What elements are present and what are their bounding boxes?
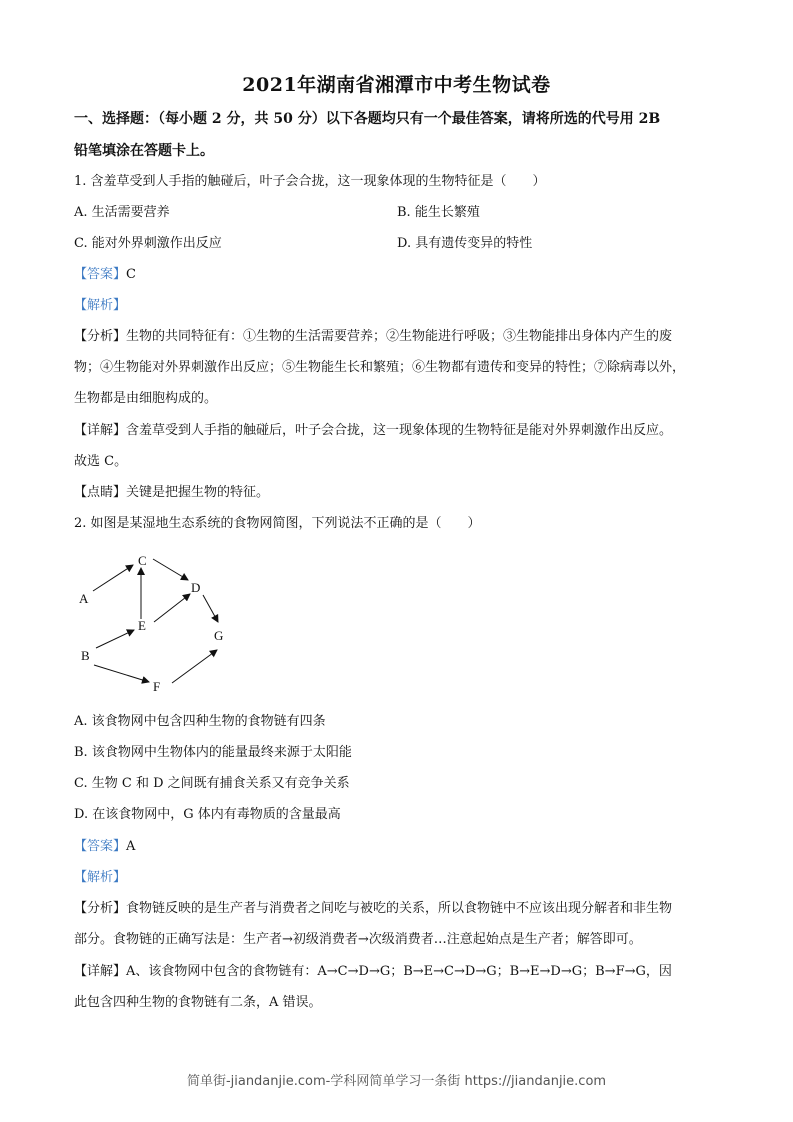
answer-label: 【答案】 — [74, 267, 127, 282]
analysis-label: 【解析】 — [74, 298, 127, 313]
q1-xiangjie-line1 — [74, 422, 672, 440]
edge-c-d — [153, 559, 188, 580]
q1-fenxi-line1 — [74, 328, 672, 346]
node-f: F — [153, 679, 161, 694]
q2-xiangjie-line2: 此包含四种生物的食物链有二条，A 错误。 — [74, 995, 322, 1010]
q1-option-c: C. 能对外界刺激作出反应 — [74, 236, 222, 251]
xiangjie-label: 【详解】 — [74, 423, 127, 438]
q2-fenxi-line2: 部分。食物链的正确写法是：生产者→初级消费者→次级消费者…注意起始点是生产者；解答即可。 — [74, 932, 642, 947]
q1-fenxi-line2: 物；④生物能对外界刺激作出反应；⑤生物能生长和繁殖；⑥生物都有遗传和变异的特性；⑦除病毒以外， — [74, 360, 686, 375]
q2-option-d: D. 在该食物网中，G 体内有毒物质的含量最高 — [74, 807, 341, 822]
q2-xiangjie-text: A、该食物网中包含的食物链有：A→C→D→G；B→E→C→D→G；B→E→D→G；B→F→G，因 — [126, 964, 672, 979]
q2-fenxi-line1 — [74, 900, 672, 918]
section-heading-line2: 铅笔填涂在答题卡上。 — [74, 143, 214, 159]
edge-e-d — [154, 594, 190, 622]
node-e: E — [138, 618, 146, 633]
q2-option-c: C. 生物 C 和 D 之间既有捕食关系又有竞争关系 — [74, 776, 350, 791]
q1-option-b: B. 能生长繁殖 — [397, 205, 480, 220]
node-g: G — [214, 628, 224, 643]
q2-fenxi-text: 食物链反映的是生产者与消费者之间吃与被吃的关系，所以食物链中不应该出现分解者和非生物 — [126, 901, 673, 916]
food-web-diagram — [70, 548, 250, 698]
analysis-label: 【解析】 — [74, 870, 127, 885]
node-a: A — [79, 591, 89, 606]
page-title: 2021年湖南省湘潭市中考生物试卷 — [242, 74, 551, 96]
q2-option-b: B. 该食物网中生物体内的能量最终来源于太阳能 — [74, 745, 352, 760]
fenxi-label: 【分析】 — [74, 901, 127, 916]
q1-analysis-heading — [74, 297, 126, 315]
node-b: B — [81, 648, 90, 663]
edge-f-g — [172, 650, 217, 683]
q1-dianjing — [74, 484, 269, 502]
q1-answer — [74, 266, 136, 284]
q1-option-d: D. 具有遗传变异的特性 — [397, 236, 533, 251]
q2-analysis-heading — [74, 869, 126, 887]
dianjing-label: 【点睛】 — [74, 485, 127, 500]
fenxi-label: 【分析】 — [74, 329, 127, 344]
edge-a-c — [93, 565, 133, 591]
q2-stem: 2. 如图是某湿地生态系统的食物网简图，下列说法不正确的是（ ） — [74, 516, 481, 531]
q1-fenxi-text: 生物的共同特征有：①生物的生活需要营养；②生物能进行呼吸；③生物能排出身体内产生的废 — [126, 329, 673, 344]
xiangjie-label: 【详解】 — [74, 964, 127, 979]
node-c: C — [138, 553, 147, 568]
q1-xiangjie-text: 含羞草受到人手指的触碰后，叶子会合拢，这一现象体现的生物特征是能对外界刺激作出反应。 — [126, 423, 673, 438]
q1-stem: 1. 含羞草受到人手指的触碰后，叶子会合拢，这一现象体现的生物特征是（ ） — [74, 174, 546, 189]
q2-option-a: A. 该食物网中包含四种生物的食物链有四条 — [74, 714, 326, 729]
q1-xiangjie-line2: 故选 C。 — [74, 454, 128, 469]
q2-xiangjie-line1 — [74, 963, 672, 981]
edge-b-f — [94, 665, 149, 682]
q1-dianjing-text: 关键是把握生物的特征。 — [126, 485, 270, 500]
section-heading-line1: 一、选择题：（每小题 2 分，共 50 分）以下各题均只有一个最佳答案，请将所选的代号用 2B — [74, 111, 661, 127]
edge-b-e — [96, 630, 134, 648]
answer-label: 【答案】 — [74, 839, 127, 854]
q1-answer-value: C — [126, 267, 136, 282]
q1-option-a: A. 生活需要营养 — [74, 205, 170, 220]
footer-watermark-link[interactable]: 简单街-jiandanjie.com-学科网简单学习一条街 https://jiandanjie.com — [186, 1074, 607, 1089]
node-d: D — [191, 580, 201, 595]
edge-d-g — [203, 595, 218, 622]
q2-answer-value: A — [126, 839, 136, 854]
q2-answer — [74, 838, 135, 856]
q1-fenxi-line3: 生物都是由细胞构成的。 — [74, 391, 218, 406]
